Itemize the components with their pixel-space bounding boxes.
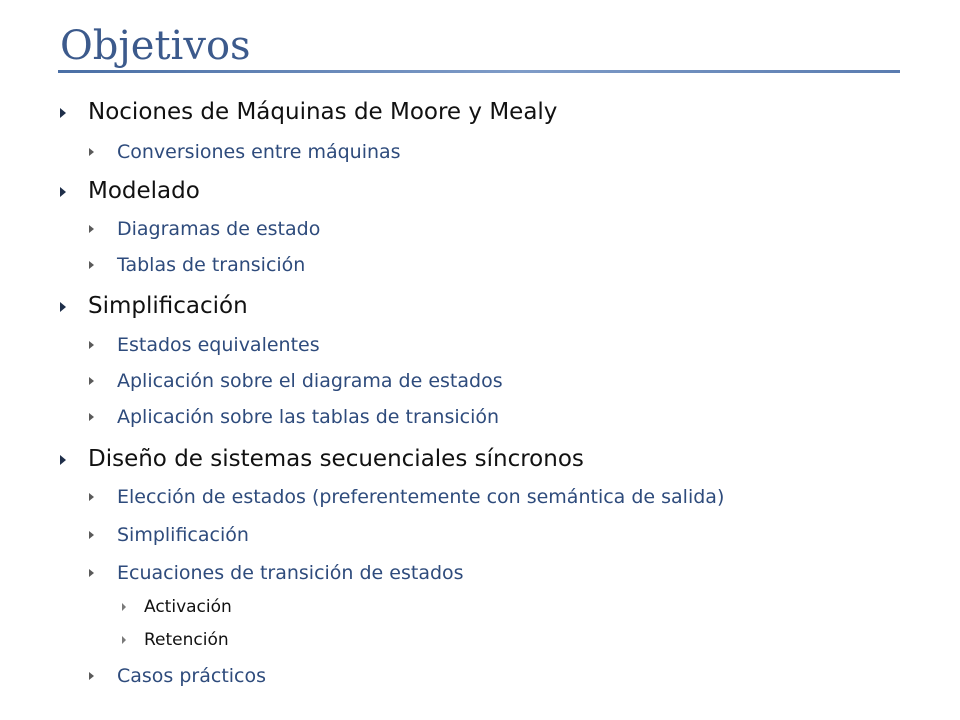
- bullet-text: Aplicación sobre el diagrama de estados: [117, 370, 503, 392]
- bullet-item: [117, 370, 503, 392]
- bullet-arrow-icon: [89, 531, 94, 539]
- bullet-arrow-icon: [89, 413, 94, 421]
- bullet-item: [88, 178, 200, 204]
- bullet-item: [117, 524, 249, 546]
- bullet-arrow-icon: [60, 108, 66, 118]
- bullet-arrow-icon: [60, 302, 66, 312]
- bullet-arrow-icon: [89, 493, 94, 501]
- bullet-text: Estados equivalentes: [117, 334, 320, 356]
- bullet-arrow-icon: [89, 341, 94, 349]
- bullet-item: [117, 218, 320, 240]
- bullet-arrow-icon: [60, 187, 66, 197]
- bullet-item: [117, 254, 305, 276]
- bullet-item: [117, 141, 401, 163]
- slide-title: Objetivos: [60, 23, 251, 69]
- bullet-arrow-icon: [122, 636, 126, 644]
- bullet-item: [117, 665, 266, 687]
- bullet-text: Ecuaciones de transición de estados: [117, 562, 464, 584]
- bullet-text: Conversiones entre máquinas: [117, 141, 401, 163]
- bullet-arrow-icon: [89, 261, 94, 269]
- bullet-text: Simplificación: [117, 524, 249, 546]
- bullet-arrow-icon: [89, 672, 94, 680]
- bullet-arrow-icon: [89, 225, 94, 233]
- bullet-text: Tablas de transición: [117, 254, 306, 276]
- bullet-text: Casos prácticos: [117, 665, 267, 687]
- bullet-text: Diseño de sistemas secuenciales síncronos: [88, 446, 584, 472]
- title-underline: [58, 70, 900, 73]
- bullet-item: [144, 630, 229, 650]
- bullet-text: Activación: [144, 597, 232, 617]
- bullet-arrow-icon: [89, 569, 94, 577]
- bullet-arrow-icon: [89, 377, 94, 385]
- bullet-item: [88, 293, 248, 319]
- bullet-item: [117, 334, 320, 356]
- bullet-text: Nociones de Máquinas de Moore y Mealy: [88, 99, 558, 125]
- bullet-item: [117, 406, 499, 428]
- bullet-item: [88, 446, 584, 472]
- bullet-text: Simplificación: [88, 293, 248, 319]
- bullet-text: Diagramas de estado: [117, 218, 321, 240]
- bullet-item: [117, 486, 724, 508]
- bullet-arrow-icon: [60, 455, 66, 465]
- bullet-text: Modelado: [88, 178, 200, 204]
- bullet-item: [117, 562, 464, 584]
- bullet-arrow-icon: [89, 148, 94, 156]
- bullet-arrow-icon: [122, 603, 126, 611]
- bullet-text: Aplicación sobre las tablas de transición: [117, 406, 500, 428]
- bullet-item: [144, 597, 232, 617]
- bullet-text: Elección de estados (preferentemente con semántica de salida): [117, 486, 725, 508]
- bullet-item: [88, 99, 557, 125]
- bullet-text: Retención: [144, 630, 229, 650]
